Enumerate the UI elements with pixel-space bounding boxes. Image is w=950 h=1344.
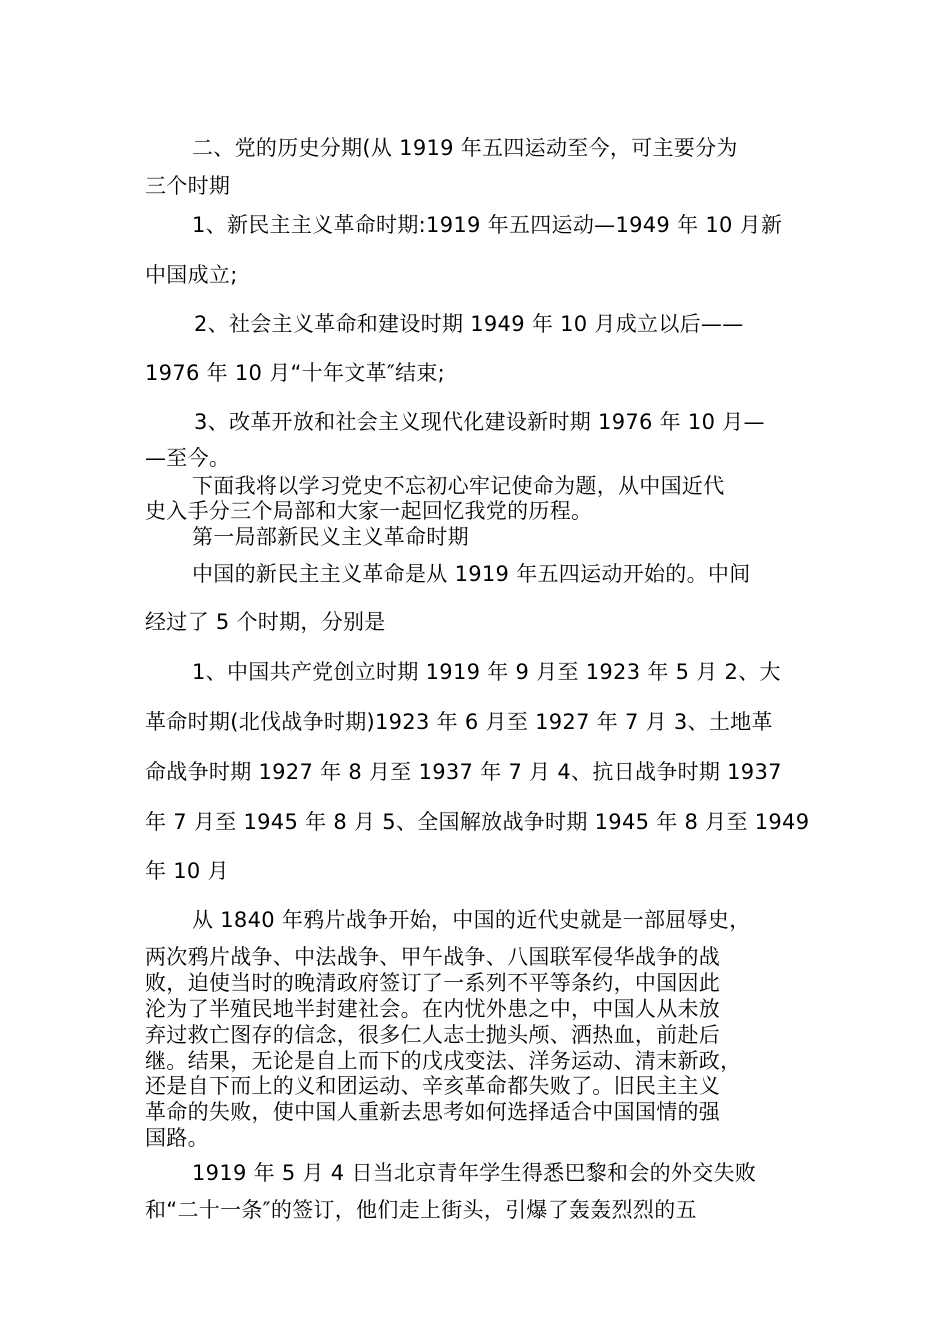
text-line: 3、改革开放和社会主义现代化建设新时期 1976 年 10 月— <box>194 410 765 434</box>
text-line: 败，迫使当时的晚清政府签订了一系列不平等条约，中国因此 <box>145 971 721 995</box>
text-line: 中国的新民主主义革命是从 1919 年五四运动开始的。中间 <box>192 562 751 586</box>
text-line: 中国成立; <box>145 263 238 287</box>
text-line: 从 1840 年鸦片战争开始，中国的近代史就是一部屈辱史， <box>192 908 751 932</box>
text-line: 继。结果，无论是自上而下的戊戌变法、洋务运动、清末新政， <box>145 1049 742 1073</box>
text-line: 命战争时期 1927 年 8 月至 1937 年 7 月 4、抗日战争时期 1937 <box>145 760 782 784</box>
text-line: 2、社会主义革命和建设时期 1949 年 10 月成立以后—— <box>194 312 744 336</box>
text-line: 1919 年 5 月 4 日当北京青年学生得悉巴黎和会的外交失败 <box>192 1161 757 1185</box>
text-line: 1、中国共产党创立时期 1919 年 9 月至 1923 年 5 月 2、大 <box>192 660 781 684</box>
text-line: 弃过救亡图存的信念，很多仁人志士抛头颅、洒热血，前赴后 <box>145 1023 721 1047</box>
text-line: 和“二十一条″的签订，他们走上街头，引爆了轰轰烈烈的五 <box>145 1198 697 1222</box>
text-line: 1976 年 10 月“十年文革″结束; <box>145 361 445 385</box>
text-line: 三个时期 <box>145 174 231 198</box>
text-line: 二、党的历史分期(从 1919 年五四运动至今，可主要分为 <box>192 136 738 160</box>
section-heading: 第一局部新民义主义革命时期 <box>192 525 469 549</box>
text-line: 沦为了半殖民地半封建社会。在内忧外患之中，中国人从未放 <box>145 997 721 1021</box>
text-line: 年 10 月 <box>145 859 229 883</box>
text-line: 1、新民主主义革命时期:1919 年五四运动—1949 年 10 月新 <box>192 213 783 237</box>
text-line: 国路。 <box>145 1126 209 1150</box>
text-line: —至今。 <box>145 446 231 470</box>
text-line: 史入手分三个局部和大家一起回忆我党的历程。 <box>145 499 593 523</box>
text-line: 革命时期(北伐战争时期)1923 年 6 月至 1927 年 7 月 3、土地革 <box>145 710 773 734</box>
text-line: 下面我将以学习党史不忘初心牢记使命为题，从中国近代 <box>192 474 725 498</box>
text-line: 还是自下而上的义和团运动、辛亥革命都失败了。旧民主主义 <box>145 1074 721 1098</box>
text-line: 经过了 5 个时期，分别是 <box>145 610 386 634</box>
text-line: 革命的失败，使中国人重新去思考如何选择适合中国国情的强 <box>145 1100 721 1124</box>
text-line: 年 7 月至 1945 年 8 月 5、全国解放战争时期 1945 年 8 月至 1949 <box>145 810 810 834</box>
text-line: 两次鸦片战争、中法战争、甲午战争、八国联军侵华战争的战 <box>145 945 721 969</box>
